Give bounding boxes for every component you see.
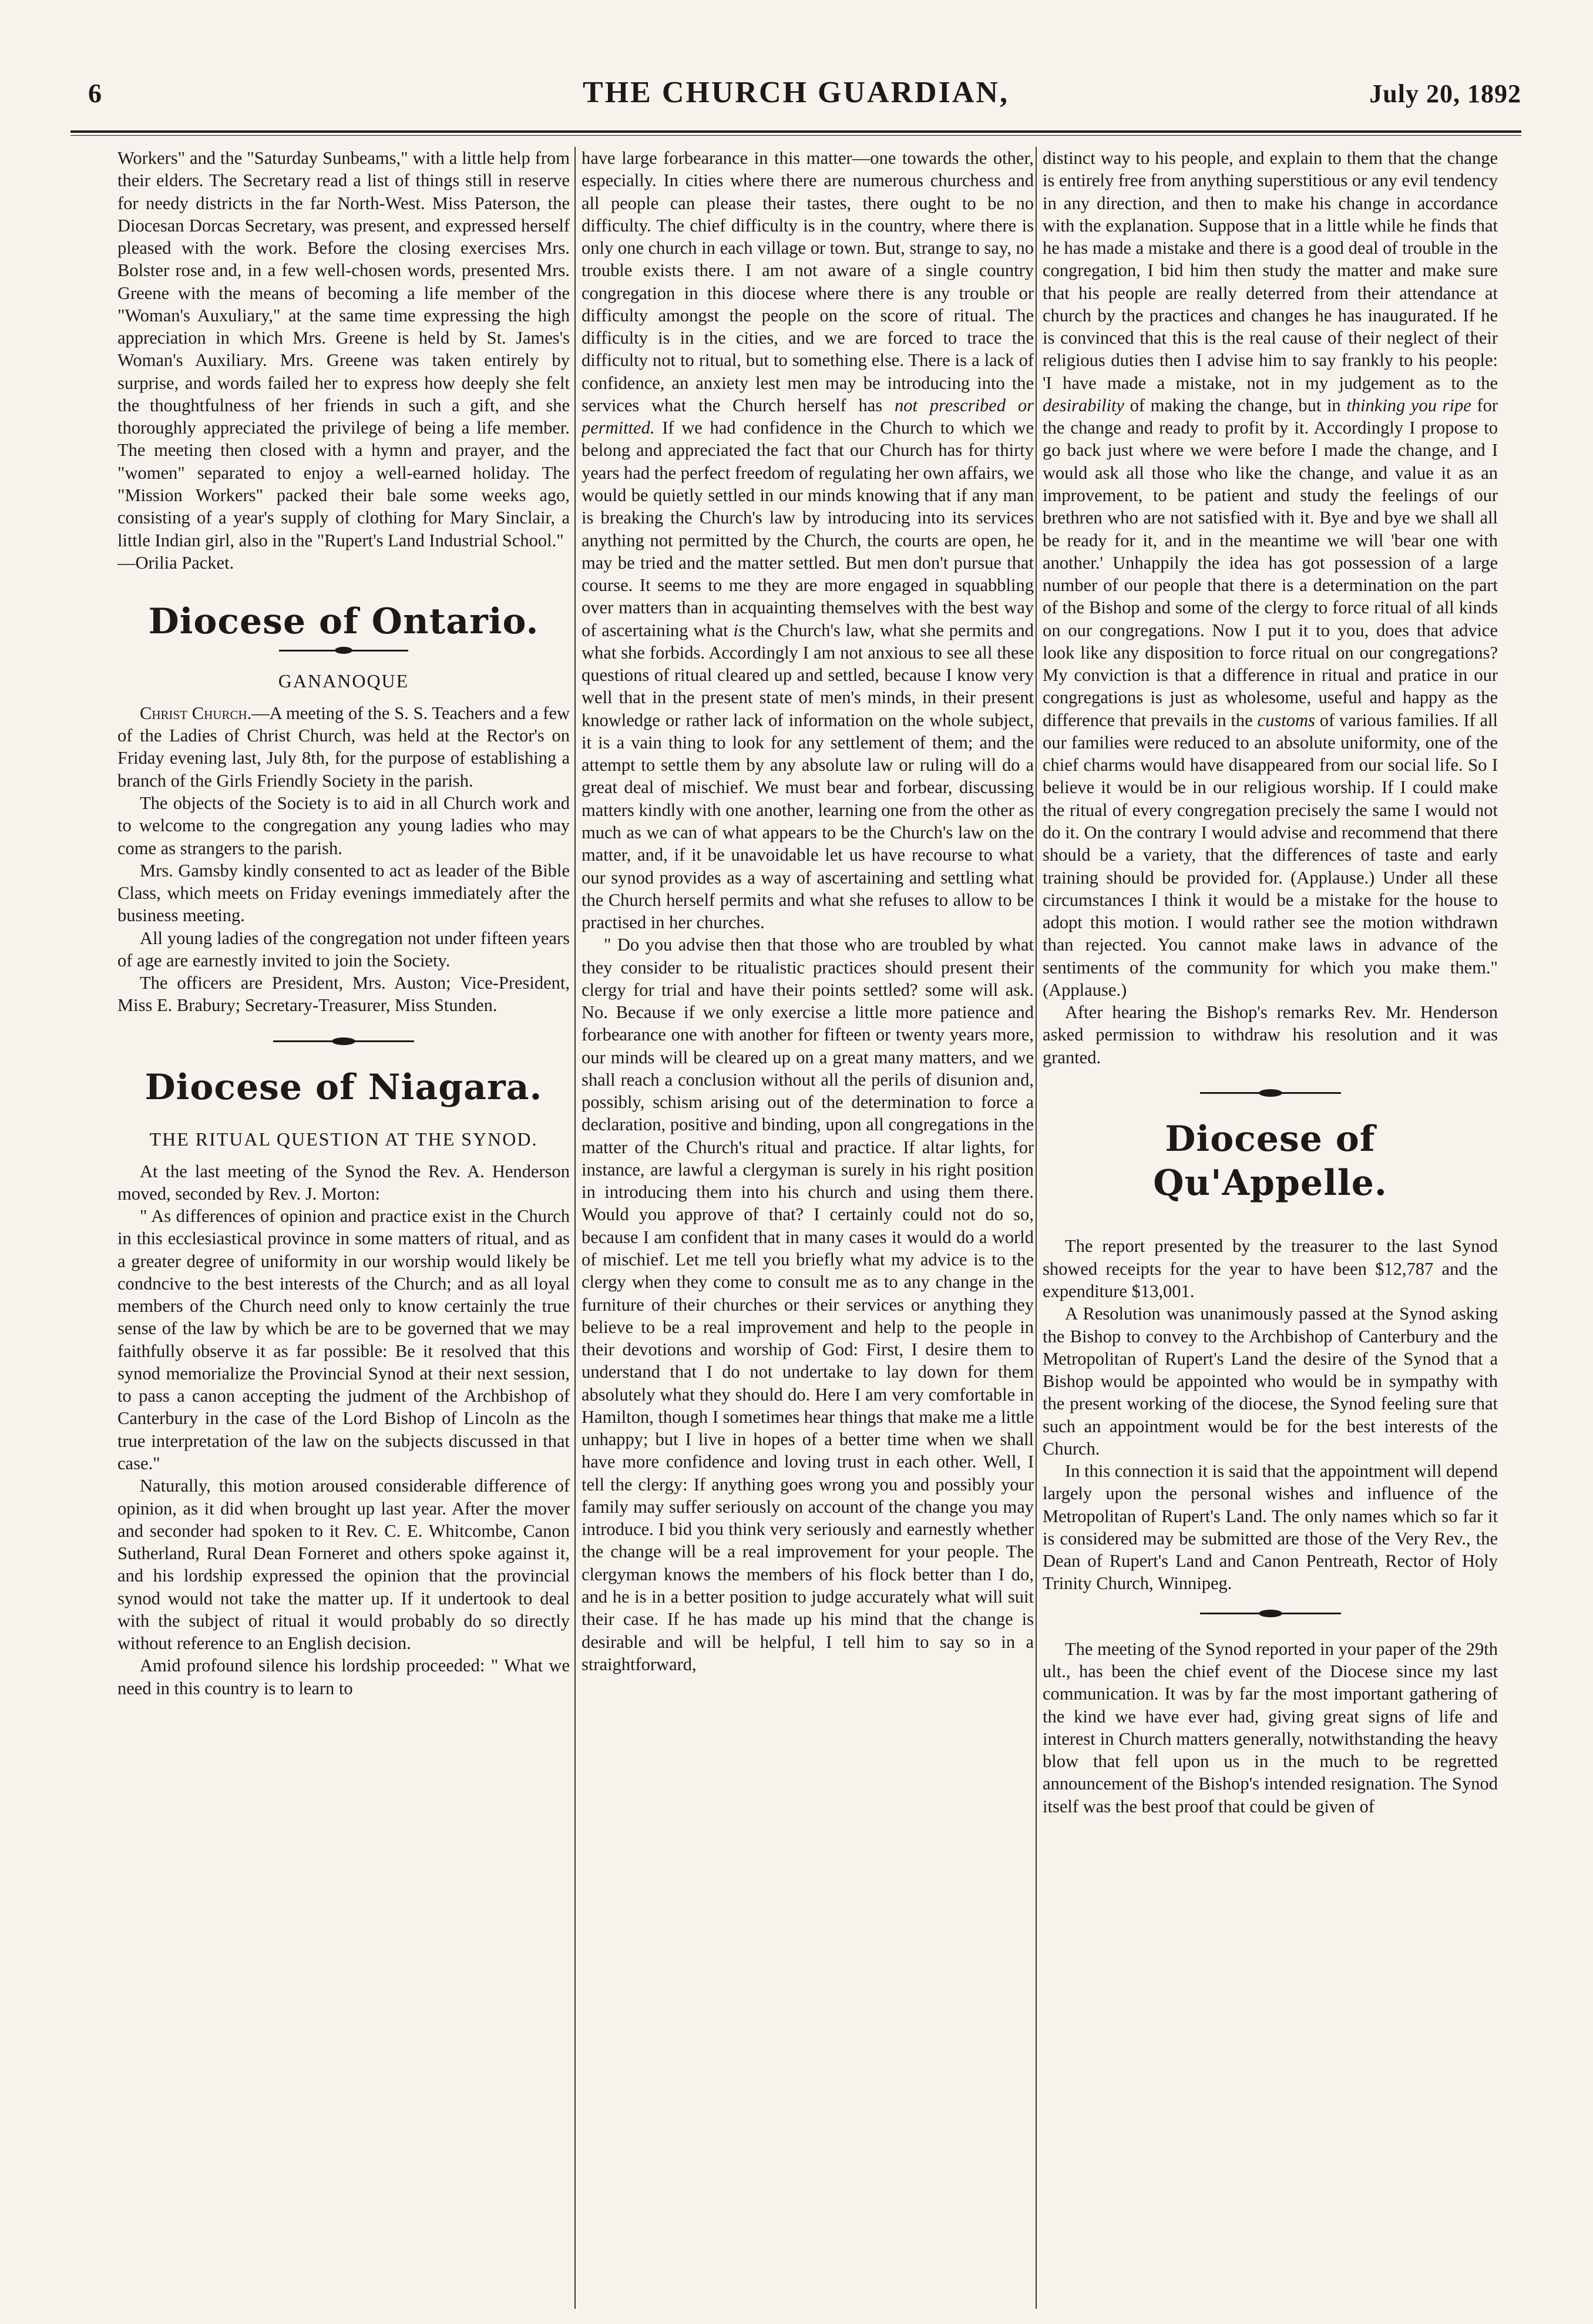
- article-paragraph: have large forbearance in this matter—one towards the other, especially. In cities where there are numerous churchess and all people can please their tastes, there ought to be no difficulty. The chief difficulty is in the country, where there is only one church in each village or town. But, strange to say, no trouble exists there. I am not aware of a single country congregation in this diocese where there is any trouble or difficulty amongst the people on the score of ritual. The difficulty is in the cities, and we are forced to trace the difficulty not to ritual, but to something else. There is a lack of confidence, an anxiety lest men may be introducing into the services what the Church herself has not prescribed or permitted. If we had confidence in the Church to which we belong and appreciated the fact that our Church has for thirty years had the perfect freedom of regulating her own affairs, we would be quietly settled in our minds knowing that if any man is breaking the Church's law by introducing into its services anything not permitted by the Church, the courts are open, he may be tried and the matter settled. But men don't pursue that course. It seems to me they are more engaged in squabbling over matters than in acquainting themselves with the best way of ascertaining what is the Church's law, what she permits and what she forbids. Accordingly I am not anxious to see all these questions of ritual cleared up and settled, because I know very well that in the present state of men's minds, in their present knowledge or rather lack of information on the whole subject, it is a vain thing to look for any settlement of them; and the attempt to settle them by any absolute law or ruling will do a great deal of mischief. We must bear and forbear, discussing matters kindly with one another, learning one from the other as much as we can of what appears to be the Church's law on the matter, and, if it be unavoidable let us have recourse to what our synod provides as a way of ascertaining and settling what the Church herself permits and what she refuses to allow to be practised in her churches.: [582, 148, 1034, 933]
- header-rule: [70, 130, 1521, 133]
- column-rule: [1036, 147, 1037, 2309]
- article-source: —Orilia Packet.: [117, 552, 234, 573]
- section-heading-quappelle: Diocese of Qu'Appelle.: [1153, 1118, 1387, 1204]
- article-paragraph: In this connection it is said that the appointment will depend largely upon the personal wishes and influence of the Metropolitan of Rupert's Land. The only names which so far it is considered may be submitted are those of the Very Rev., the Dean of Rupert's Land and Canon Pentreath, Rector of Holy Trinity Church, Winnipeg.: [1043, 1461, 1498, 1594]
- article-divider: [1200, 1613, 1341, 1614]
- column-1: [117, 147, 570, 2309]
- article-paragraph: Mrs. Gamsby kindly consented to act as leader of the Bible Class, which meets on Friday evenings immediately after the business meeting.: [117, 860, 570, 926]
- spacer: [1043, 1211, 1498, 1235]
- article-paragraph: " As differences of opinion and practice exist in the Church in this ecclesiastical province in some matters of ritual, and as a greater degree of uniformity in our worship would likely be condncive to the best interests of the Church; and as all loyal members of the Church need only to know certainly the true sense of the law by which be are to be governed that we may faithfully observe it as far possible: Be it resolved that this synod memorialize the Provincial Synod at their next session, to pass a canon accepting the judment of the Archbishop of Canterbury in the case of the Lord Bishop of Lincoln as the true interpretation of the law on the subjects discussed in that case.": [117, 1206, 570, 1473]
- article-divider: [273, 1040, 414, 1042]
- article-paragraph: distinct way to his people, and explain to them that the change is entirely free from anything superstitious or any evil tendency in any direction, and then to make his change in accordance with the explanation. Suppose that in a little while he finds that he has made a mistake and there is a good deal of trouble in the congregation, I bid him then study the matter and make sure that his people are really deterred from their attendance at church by the practices and changes he has inaugurated. If he is convinced that this is the real cause of their neglect of their religious duties then I advise him to say frankly to his people: 'I have made a mistake, not in my judgement as to the desirability of making the change, but in thinking you ripe for the change and ready to profit by it. Accordingly I propose to go back just where we were before I made the change, and I would ask all those who like the change, and value it as an improvement, to be patient and study the feelings of our brethren who are not satisfied with it. Bye and bye we shall all be ready for it, and in the meantime we will 'bear one with another.' Unhappily the idea has got possession of a large number of our people that there is a determination on the part of the Bishop and some of the clergy to force ritual of all kinds on our congregations. Now I put it to you, does that advice look like any disposition to force ritual on our congregations? My conviction is that a difference in ritual and pratice in our congregations is just as wholesome, useful and happy as the difference that prevails in the customs of various families. If all our families were reduced to an absolute uniformity, one of the chief charms would have disappeared from our social life. So I believe it would be in our religious worship. If I could make the ritual of every congregation precisely the same I would not do it. On the contrary I would advise and recommend that there should be a variety, that the differences of taste and early training should be provided for. (Applause.) Under all these circumstances I think it would be a mistake for the house to adopt this motion. I would rather see the motion withdrawn than rejected. You cannot make laws in advance of the sentiments of the community for which you make them." (Applause.): [1043, 148, 1498, 1000]
- article-paragraph: Christ Church.—A meeting of the S. S. Teachers and a few of the Ladies of Christ Church, was held at the Rector's on Friday evening last, July 8th, for the purpose of establishing a branch of the Girls Friendly Society in the parish.: [117, 703, 570, 791]
- article-paragraph: " Do you advise then that those who are troubled by what they consider to be ritualistic practices should present their clergy for trial and have their points settled? some will ask. No. Because if we only exercise a little more patience and forbearance one with another for fifteen or twenty years more, our minds will be cleared up on a great many matters, and we shall reach a conclusion without all the perils of disunion and, possibly, schism arising out of the determination to force a declaration, positive and binding, upon all congregations in the matter of the Church's ritual and practice. If altar lights, for instance, are lawful a clergyman is surely in his right position in introducing them into his church and using them there. Would you approve of that? I certainly could not do so, because I am confident that in many cases it would do a world of mischief. Let me tell you briefly what my advice is to the clergy when they come to consult me as to any change in the furniture of their churches or their services or anything they believe to be a real improvement and help to the people in their devotions and worship of God: First, I desire them to understand that I do not undertake to lay down for them absolutely what they should do. Here I am very comfortable in Hamilton, though I sometimes hear things that make me a little unhappy; but I live in hopes of a better time when we shall have more confidence and loving trust in each other. Well, I tell the clergy: If anything goes wrong you and possibly your family may suffer seriously on account of the change you may introduce. I bid you think very seriously and earnestly whether the change will be a real improvement for your people. The clergyman knows the members of his flock better than I do, and he is in a better position to judge accurately what will suit their case. If he has made up his mind that the change is desirable and will be helpful, I tell him to say so in a straightforward,: [582, 935, 1034, 1674]
- article-paragraph: Workers" and the "Saturday Sunbeams," with a little help from their elders. The Secretary read a list of things still in reserve for needy districts in the far North-West. Miss Paterson, the Diocesan Dorcas Secretary, was present, and expressed herself pleased with the work. Before the closing exercises Mrs. Bolster rose and, in a few well-chosen words, presented Mrs. Greene with the means of becoming a life member of the "Woman's Auxuliary," at the same time expressing the high appreciation in which Mrs. Greene is held by St. James's Woman's Auxiliary. Mrs. Greene was taken entirely by surprise, and words failed her to express how deeply she felt the thoughtfulness of her friends in such a gift, and she thoroughly appreciated the privilege of being a life member. The meeting then closed with a hymn and prayer, and the "women" separated to enjoy a well-earned holiday. The "Mission Workers" packed their bale some weeks ago, consisting of a year's supply of clothing for Mary Sinclair, a little Indian girl, also in the "Rupert's Land Industrial School.": [117, 148, 570, 550]
- column-2: [582, 147, 1034, 2309]
- article-paragraph: A Resolution was unanimously passed at the Synod asking the Bishop to convey to the Archbishop of Canterbury and the Metropolitan of Rupert's Land the desire of the Synod that a Bishop would be appointed who would be in sympathy with the present working of the diocese, the Synod feeling sure that such an appointment would be for the best interests of the Church.: [1043, 1304, 1498, 1459]
- section-heading-niagara: Diocese of Niagara.: [144, 1066, 543, 1108]
- masthead: THE CHURCH GUARDIAN,: [583, 76, 1009, 109]
- article-paragraph: The objects of the Society is to aid in all Church work and to welcome to the congregation any young ladies who may come as strangers to the parish.: [117, 793, 570, 858]
- section-ornament: [279, 650, 408, 651]
- column-rule: [574, 147, 576, 2309]
- page-number: 6: [88, 78, 102, 108]
- article-paragraph: All young ladies of the congregation not under fifteen years of age are earnestly invited to join the Society.: [117, 928, 570, 970]
- header-rule-thin: [70, 135, 1521, 136]
- subheading-gananoque: GANANOQUE: [278, 670, 409, 692]
- article-paragraph: At the last meeting of the Synod the Rev. A. Henderson moved, seconded by Rev. J. Morton:: [117, 1161, 570, 1204]
- article-paragraph: Naturally, this motion aroused considerable difference of opinion, as it did when brought up last year. After the mover and seconder had spoken to it Rev. C. E. Whitcombe, Canon Sutherland, Rural Dean Forneret and others spoke against it, and his lordship expressed the opinion that the provincial synod would not take the matter up. If it undertook to deal with the subject of ritual it would probably do so directly without reference to an English decision.: [117, 1476, 570, 1654]
- article-divider: [1200, 1092, 1341, 1094]
- article-paragraph: The report presented by the treasurer to the last Synod showed receipts for the year to have been $12,787 and the expenditure $13,001.: [1043, 1236, 1498, 1302]
- section-heading-ontario: Diocese of Ontario.: [148, 601, 539, 643]
- article-paragraph: Amid profound silence his lordship proceeded: " What we need in this country is to learn to: [117, 1655, 570, 1698]
- lead-in: Christ Church.: [140, 703, 252, 723]
- column-3: [1043, 147, 1498, 2309]
- article-paragraph: The meeting of the Synod reported in your paper of the 29th ult., has been the chief event of the Diocese since my last communication. It was by far the most important gathering of the kind we have ever had, giving great signs of life and interest in Church matters generally, notwithstanding the heavy blow that fell upon us in the much to be regretted announcement of the Bishop's intended resignation. The Synod itself was the best proof that could be given of: [1043, 1638, 1498, 1816]
- article-paragraph: After hearing the Bishop's remarks Rev. Mr. Henderson asked permission to withdraw his resolution and it was granted.: [1043, 1002, 1498, 1067]
- issue-date: July 20, 1892: [1369, 79, 1521, 108]
- subheading-ritual-question: THE RITUAL QUESTION AT THE SYNOD.: [149, 1128, 538, 1150]
- page-header: [70, 75, 1521, 122]
- article-paragraph: The officers are President, Mrs. Auston; Vice-President, Miss E. Brabury; Secretary-Treasurer, Miss Stunden.: [117, 973, 570, 1016]
